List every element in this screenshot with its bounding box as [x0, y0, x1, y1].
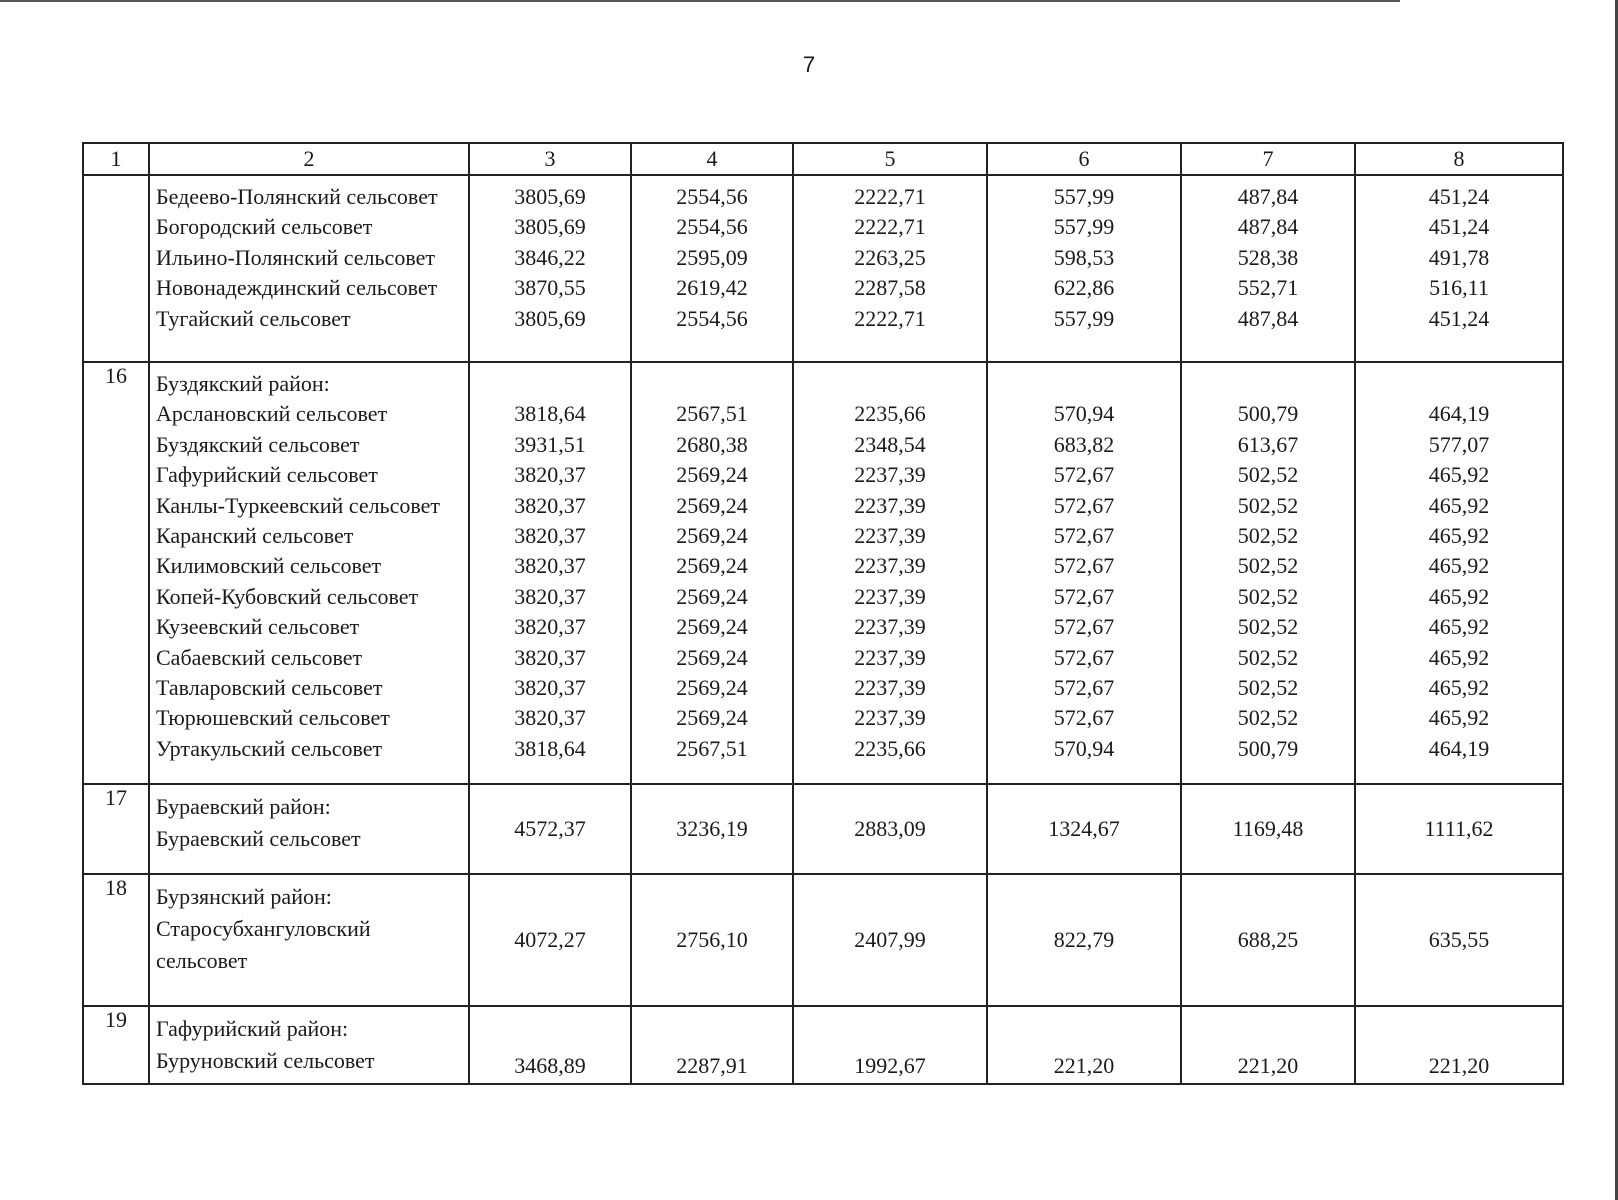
settlement-name: Уртакульский сельсовет — [156, 735, 383, 761]
settlement-names — [149, 874, 469, 1006]
col-7-values — [1181, 362, 1355, 784]
col-7-value: 1169,48 — [1181, 784, 1355, 874]
value-cell: 557,99 — [1053, 184, 1115, 209]
value-cell: 3820,37 — [514, 644, 586, 670]
value-cell: 2287,58 — [854, 275, 926, 301]
value-cell: 502,52 — [1237, 522, 1299, 548]
settlement-name: Бедеево-Полянский сельсовет — [156, 184, 438, 209]
value-cell: 572,67 — [1053, 674, 1115, 700]
value-cell: 487,84 — [1237, 305, 1299, 331]
col-5-value: 2883,09 — [793, 784, 987, 874]
value-cell: 451,24 — [1428, 305, 1490, 331]
value-cell: 502,52 — [1237, 674, 1299, 700]
value-cell: 613,67 — [1237, 431, 1299, 457]
value-cell: 3820,37 — [514, 614, 586, 640]
header-col-7: 7 — [1181, 143, 1355, 175]
value-cell: 2237,39 — [854, 492, 926, 518]
value-cell: 502,52 — [1237, 492, 1299, 518]
settlement-name: Тавларовский сельсовет — [156, 674, 383, 700]
settlement-name: Кузеевский сельсовет — [156, 614, 360, 640]
settlement-name: Новонадеждинский сельсовет — [156, 275, 438, 301]
settlement-name: Килимовский сельсовет — [156, 553, 382, 579]
value-cell: 2567,51 — [676, 735, 748, 761]
col-3-values — [469, 175, 631, 362]
settlement-name: Ильино-Полянский сельсовет — [156, 244, 435, 270]
value-cell: 2237,39 — [854, 583, 926, 609]
settlement-name: Гафурийский сельсовет — [156, 462, 378, 488]
value-cell: 572,67 — [1053, 462, 1115, 488]
table-row — [83, 1006, 1563, 1084]
col-4-value: 3236,19 — [631, 784, 793, 874]
value-cell: 2222,71 — [854, 305, 926, 331]
value-cell: 465,92 — [1428, 583, 1490, 609]
value-cell: 622,86 — [1053, 275, 1115, 301]
col-5-values — [793, 362, 987, 784]
value-cell: 487,84 — [1237, 214, 1299, 240]
page-number: 7 — [802, 52, 816, 77]
col-3-value: 4572,37 — [469, 784, 631, 874]
value-cell: 3870,55 — [514, 275, 586, 301]
col-7-value: 221,20 — [1181, 1006, 1355, 1084]
value-cell: 465,92 — [1428, 614, 1490, 640]
value-cell: 572,67 — [1053, 492, 1115, 518]
settlement-name: Тюрюшевский сельсовет — [156, 705, 390, 731]
col-3-value: 3468,89 — [469, 1006, 631, 1084]
value-cell: 3820,37 — [514, 462, 586, 488]
settlement-name: Канлы-Туркеевский сельсовет — [156, 492, 440, 518]
value-cell: 451,24 — [1428, 184, 1490, 209]
value-cell: 572,67 — [1053, 522, 1115, 548]
value-cell: 502,52 — [1237, 614, 1299, 640]
value-cell: 2235,66 — [854, 401, 926, 427]
col-6-value: 822,79 — [987, 874, 1181, 1006]
settlement-name: Арслановский сельсовет — [156, 401, 388, 427]
value-cell: 3820,37 — [514, 674, 586, 700]
col-7-values — [1181, 175, 1355, 362]
col-4-value: 2756,10 — [631, 874, 793, 1006]
value-cell: 2595,09 — [676, 244, 748, 270]
value-cell: 570,94 — [1053, 735, 1115, 761]
col-3-values — [469, 362, 631, 784]
settlement-name: Бураевский сельсовет — [156, 826, 361, 851]
value-cell: 3820,37 — [514, 553, 586, 579]
col-4-values — [631, 175, 793, 362]
value-cell: 683,82 — [1053, 431, 1115, 457]
value-cell: 2237,39 — [854, 644, 926, 670]
header-col-3: 3 — [469, 143, 631, 175]
value-cell: 2222,71 — [854, 214, 926, 240]
settlement-name: Богородский сельсовет — [156, 214, 373, 240]
value-cell: 500,79 — [1237, 401, 1299, 427]
header-col-8: 8 — [1355, 143, 1563, 175]
row-index: 16 — [83, 362, 149, 784]
district-name: Бурзянский район: — [156, 884, 332, 909]
value-cell: 570,94 — [1053, 401, 1115, 427]
district-name: Бураевский район: — [156, 794, 331, 819]
value-cell: 2263,25 — [854, 244, 926, 270]
settlement-names — [149, 175, 469, 362]
header-row — [83, 143, 1563, 175]
value-cell: 3846,22 — [514, 244, 586, 270]
value-cell: 500,79 — [1237, 735, 1299, 761]
value-cell: 2237,39 — [854, 614, 926, 640]
value-cell: 552,71 — [1237, 275, 1299, 301]
settlement-name: Старосубхангуловский сельсовет — [156, 916, 371, 973]
col-7-value: 688,25 — [1181, 874, 1355, 1006]
value-cell: 2237,39 — [854, 705, 926, 731]
scan-edge-top — [0, 0, 1400, 2]
value-cell: 577,07 — [1428, 431, 1490, 457]
header-col-4: 4 — [631, 143, 793, 175]
settlement-name: Копей-Кубовский сельсовет — [156, 583, 419, 609]
header-col-6: 6 — [987, 143, 1181, 175]
value-cell: 465,92 — [1428, 674, 1490, 700]
col-8-value: 1111,62 — [1355, 784, 1563, 874]
district-name: Буздякский район: — [156, 371, 330, 396]
value-cell: 465,92 — [1428, 644, 1490, 670]
row-index: 18 — [83, 874, 149, 1006]
value-cell: 464,19 — [1428, 735, 1490, 761]
settlement-name: Сабаевский сельсовет — [156, 644, 363, 670]
value-cell: 572,67 — [1053, 705, 1115, 731]
col-5-value: 2407,99 — [793, 874, 987, 1006]
col-6-value: 1324,67 — [987, 784, 1181, 874]
row-index: 17 — [83, 784, 149, 874]
table-row — [83, 362, 1563, 784]
settlement-name: Буруновский сельсовет — [156, 1048, 375, 1073]
value-cell: 528,38 — [1237, 244, 1299, 270]
value-cell: 2554,56 — [676, 214, 748, 240]
value-cell: 487,84 — [1237, 184, 1299, 209]
value-cell: 3805,69 — [514, 214, 586, 240]
settlement-name: Тугайский сельсовет — [156, 305, 351, 331]
value-cell: 2569,24 — [676, 644, 748, 670]
value-cell: 465,92 — [1428, 492, 1490, 518]
value-cell: 2237,39 — [854, 553, 926, 579]
value-cell: 598,53 — [1053, 244, 1115, 270]
value-cell: 2554,56 — [676, 184, 748, 209]
settlement-name: Буздякский сельсовет — [156, 431, 360, 457]
value-cell: 2569,24 — [676, 553, 748, 579]
value-cell: 3805,69 — [514, 184, 586, 209]
value-cell: 2567,51 — [676, 401, 748, 427]
col-8-values — [1355, 362, 1563, 784]
value-cell: 2569,24 — [676, 705, 748, 731]
value-cell: 502,52 — [1237, 553, 1299, 579]
value-cell: 3820,37 — [514, 583, 586, 609]
value-cell: 502,52 — [1237, 644, 1299, 670]
value-cell: 2569,24 — [676, 522, 748, 548]
value-cell: 3820,37 — [514, 705, 586, 731]
col-8-value: 635,55 — [1355, 874, 1563, 1006]
col-3-value: 4072,27 — [469, 874, 631, 1006]
value-cell: 3931,51 — [514, 431, 586, 457]
value-cell: 516,11 — [1429, 275, 1489, 301]
value-cell: 3820,37 — [514, 492, 586, 518]
value-cell: 2619,42 — [676, 275, 748, 301]
settlement-name: Каранский сельсовет — [156, 522, 354, 548]
value-cell: 502,52 — [1237, 462, 1299, 488]
row-index — [83, 175, 149, 362]
header-col-5: 5 — [793, 143, 987, 175]
value-cell: 502,52 — [1237, 705, 1299, 731]
value-cell: 2237,39 — [854, 462, 926, 488]
value-cell: 557,99 — [1053, 305, 1115, 331]
table-row — [83, 784, 1563, 874]
tariff-table — [82, 142, 1564, 1085]
value-cell: 451,24 — [1428, 214, 1490, 240]
table-row — [83, 175, 1563, 362]
value-cell: 3820,37 — [514, 522, 586, 548]
col-6-values — [987, 362, 1181, 784]
row-index: 19 — [83, 1006, 149, 1084]
value-cell: 2235,66 — [854, 735, 926, 761]
value-cell: 2569,24 — [676, 614, 748, 640]
col-8-value: 221,20 — [1355, 1006, 1563, 1084]
value-cell: 557,99 — [1053, 214, 1115, 240]
col-8-values — [1355, 175, 1563, 362]
value-cell: 2569,24 — [676, 462, 748, 488]
value-cell: 2348,54 — [854, 431, 926, 457]
settlement-names — [149, 362, 469, 784]
value-cell: 572,67 — [1053, 644, 1115, 670]
value-cell: 465,92 — [1428, 522, 1490, 548]
value-cell: 464,19 — [1428, 401, 1490, 427]
value-cell: 2680,38 — [676, 431, 748, 457]
value-cell: 2569,24 — [676, 492, 748, 518]
col-5-values — [793, 175, 987, 362]
table-row — [83, 874, 1563, 1006]
header-col-1: 1 — [83, 143, 149, 175]
value-cell: 3818,64 — [514, 735, 586, 761]
col-6-value: 221,20 — [987, 1006, 1181, 1084]
header-col-2: 2 — [149, 143, 469, 175]
settlement-names — [149, 784, 469, 874]
value-cell: 491,78 — [1428, 244, 1490, 270]
value-cell: 502,52 — [1237, 583, 1299, 609]
settlement-names — [149, 1006, 469, 1084]
value-cell: 572,67 — [1053, 614, 1115, 640]
value-cell: 465,92 — [1428, 705, 1490, 731]
value-cell: 2237,39 — [854, 674, 926, 700]
value-cell: 2237,39 — [854, 522, 926, 548]
value-cell: 2554,56 — [676, 305, 748, 331]
col-6-values — [987, 175, 1181, 362]
col-4-value: 2287,91 — [631, 1006, 793, 1084]
value-cell: 572,67 — [1053, 583, 1115, 609]
value-cell: 2569,24 — [676, 583, 748, 609]
district-name: Гафурийский район: — [156, 1016, 349, 1041]
value-cell: 572,67 — [1053, 553, 1115, 579]
col-5-value: 1992,67 — [793, 1006, 987, 1084]
value-cell: 465,92 — [1428, 553, 1490, 579]
value-cell: 2222,71 — [854, 184, 926, 209]
value-cell: 2569,24 — [676, 674, 748, 700]
value-cell: 3805,69 — [514, 305, 586, 331]
value-cell: 465,92 — [1428, 462, 1490, 488]
col-4-values — [631, 362, 793, 784]
value-cell: 3818,64 — [514, 401, 586, 427]
